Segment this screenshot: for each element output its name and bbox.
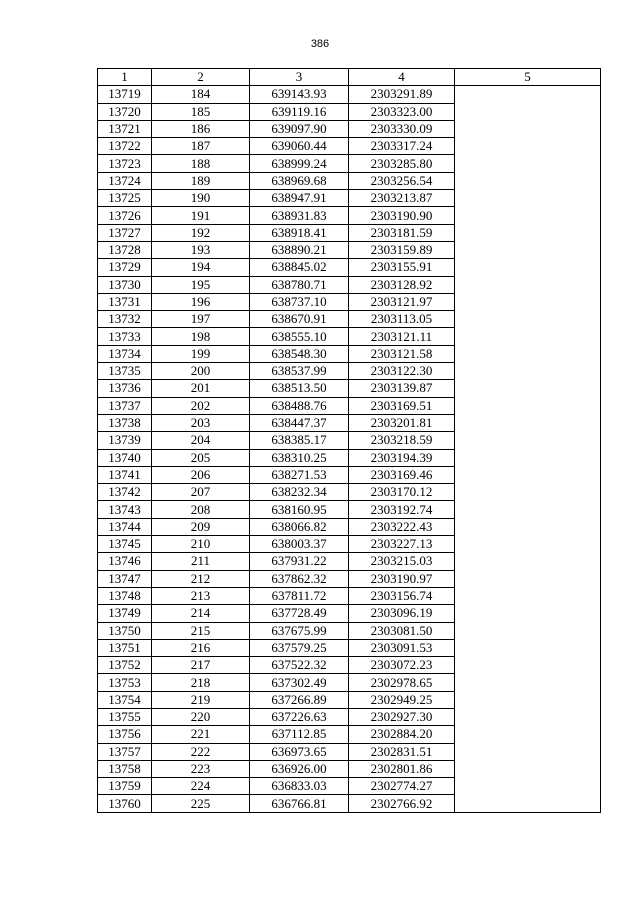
point-id-cell: 13725	[98, 190, 152, 207]
point-id-cell: 13727	[98, 224, 152, 241]
x-coordinate-cell: 637522.32	[250, 657, 349, 674]
table-row	[98, 311, 601, 328]
column-header-2: 2	[152, 69, 250, 86]
vertex-number-cell: 187	[152, 138, 250, 155]
column-5-cell	[455, 86, 601, 103]
y-coordinate-cell: 2303091.53	[349, 639, 455, 656]
x-coordinate-cell: 638931.83	[250, 207, 349, 224]
column-5-cell	[455, 224, 601, 241]
table-row	[98, 760, 601, 777]
x-coordinate-cell: 637266.89	[250, 691, 349, 708]
column-5-cell	[455, 691, 601, 708]
y-coordinate-cell: 2303194.39	[349, 449, 455, 466]
y-coordinate-cell: 2302884.20	[349, 726, 455, 743]
vertex-number-cell: 213	[152, 587, 250, 604]
x-coordinate-cell: 638947.91	[250, 190, 349, 207]
y-coordinate-cell: 2303170.12	[349, 484, 455, 501]
vertex-number-cell: 218	[152, 674, 250, 691]
vertex-number-cell: 220	[152, 708, 250, 725]
y-coordinate-cell: 2303096.19	[349, 605, 455, 622]
vertex-number-cell: 224	[152, 778, 250, 795]
x-coordinate-cell: 638780.71	[250, 276, 349, 293]
vertex-number-cell: 201	[152, 380, 250, 397]
x-coordinate-cell: 636926.00	[250, 760, 349, 777]
column-5-cell	[455, 570, 601, 587]
point-id-cell: 13752	[98, 657, 152, 674]
column-5-cell	[455, 501, 601, 518]
y-coordinate-cell: 2302831.51	[349, 743, 455, 760]
vertex-number-cell: 191	[152, 207, 250, 224]
vertex-number-cell: 188	[152, 155, 250, 172]
y-coordinate-cell: 2303218.59	[349, 432, 455, 449]
point-id-cell: 13749	[98, 605, 152, 622]
table-row	[98, 328, 601, 345]
y-coordinate-cell: 2303215.03	[349, 553, 455, 570]
vertex-number-cell: 193	[152, 241, 250, 258]
column-header-5: 5	[455, 69, 601, 86]
vertex-number-cell: 198	[152, 328, 250, 345]
x-coordinate-cell: 638160.95	[250, 501, 349, 518]
vertex-number-cell: 195	[152, 276, 250, 293]
point-id-cell: 13736	[98, 380, 152, 397]
column-header-3: 3	[250, 69, 349, 86]
vertex-number-cell: 194	[152, 259, 250, 276]
point-id-cell: 13741	[98, 466, 152, 483]
table-row	[98, 726, 601, 743]
point-id-cell: 13755	[98, 708, 152, 725]
y-coordinate-cell: 2303227.13	[349, 536, 455, 553]
x-coordinate-cell: 638447.37	[250, 414, 349, 431]
x-coordinate-cell: 638232.34	[250, 484, 349, 501]
table-row	[98, 449, 601, 466]
point-id-cell: 13735	[98, 363, 152, 380]
x-coordinate-cell: 638999.24	[250, 155, 349, 172]
column-5-cell	[455, 345, 601, 362]
vertex-number-cell: 211	[152, 553, 250, 570]
column-5-cell	[455, 449, 601, 466]
point-id-cell: 13726	[98, 207, 152, 224]
column-5-cell	[455, 743, 601, 760]
y-coordinate-cell: 2302949.25	[349, 691, 455, 708]
column-5-cell	[455, 795, 601, 812]
table-row	[98, 501, 601, 518]
vertex-number-cell: 186	[152, 120, 250, 137]
vertex-number-cell: 216	[152, 639, 250, 656]
table-row	[98, 397, 601, 414]
table-row	[98, 484, 601, 501]
column-5-cell	[455, 657, 601, 674]
table-row	[98, 605, 601, 622]
x-coordinate-cell: 638890.21	[250, 241, 349, 258]
point-id-cell: 13734	[98, 345, 152, 362]
y-coordinate-cell: 2303317.24	[349, 138, 455, 155]
vertex-number-cell: 206	[152, 466, 250, 483]
y-coordinate-cell: 2303256.54	[349, 172, 455, 189]
vertex-number-cell: 212	[152, 570, 250, 587]
x-coordinate-cell: 638385.17	[250, 432, 349, 449]
vertex-number-cell: 202	[152, 397, 250, 414]
table-row	[98, 795, 601, 812]
point-id-cell: 13737	[98, 397, 152, 414]
vertex-number-cell: 219	[152, 691, 250, 708]
point-id-cell: 13723	[98, 155, 152, 172]
point-id-cell: 13745	[98, 536, 152, 553]
table-row	[98, 138, 601, 155]
vertex-number-cell: 190	[152, 190, 250, 207]
x-coordinate-cell: 637862.32	[250, 570, 349, 587]
point-id-cell: 13742	[98, 484, 152, 501]
x-coordinate-cell: 637675.99	[250, 622, 349, 639]
table-row	[98, 536, 601, 553]
x-coordinate-cell: 638003.37	[250, 536, 349, 553]
point-id-cell: 13748	[98, 587, 152, 604]
point-id-cell: 13756	[98, 726, 152, 743]
vertex-number-cell: 197	[152, 311, 250, 328]
column-5-cell	[455, 190, 601, 207]
table-body	[98, 86, 601, 812]
y-coordinate-cell: 2303181.59	[349, 224, 455, 241]
x-coordinate-cell: 637302.49	[250, 674, 349, 691]
point-id-cell: 13739	[98, 432, 152, 449]
column-header-4: 4	[349, 69, 455, 86]
point-id-cell: 13719	[98, 86, 152, 103]
point-id-cell: 13743	[98, 501, 152, 518]
column-5-cell	[455, 397, 601, 414]
point-id-cell: 13720	[98, 103, 152, 120]
vertex-number-cell: 222	[152, 743, 250, 760]
x-coordinate-cell: 638066.82	[250, 518, 349, 535]
vertex-number-cell: 208	[152, 501, 250, 518]
y-coordinate-cell: 2303213.87	[349, 190, 455, 207]
vertex-number-cell: 203	[152, 414, 250, 431]
y-coordinate-cell: 2303291.89	[349, 86, 455, 103]
y-coordinate-cell: 2303159.89	[349, 241, 455, 258]
y-coordinate-cell: 2303169.46	[349, 466, 455, 483]
column-5-cell	[455, 466, 601, 483]
column-5-cell	[455, 518, 601, 535]
column-5-cell	[455, 311, 601, 328]
point-id-cell: 13724	[98, 172, 152, 189]
point-id-cell: 13753	[98, 674, 152, 691]
point-id-cell: 13744	[98, 518, 152, 535]
table-row	[98, 172, 601, 189]
table-row	[98, 241, 601, 258]
column-5-cell	[455, 760, 601, 777]
table-row	[98, 259, 601, 276]
table-row	[98, 587, 601, 604]
y-coordinate-cell: 2303081.50	[349, 622, 455, 639]
point-id-cell: 13759	[98, 778, 152, 795]
y-coordinate-cell: 2303285.80	[349, 155, 455, 172]
point-id-cell: 13754	[98, 691, 152, 708]
y-coordinate-cell: 2303169.51	[349, 397, 455, 414]
table-row	[98, 224, 601, 241]
point-id-cell: 13730	[98, 276, 152, 293]
y-coordinate-cell: 2303323.00	[349, 103, 455, 120]
y-coordinate-cell: 2303155.91	[349, 259, 455, 276]
x-coordinate-cell: 638918.41	[250, 224, 349, 241]
column-5-cell	[455, 708, 601, 725]
x-coordinate-cell: 638548.30	[250, 345, 349, 362]
x-coordinate-cell: 639060.44	[250, 138, 349, 155]
y-coordinate-cell: 2302927.30	[349, 708, 455, 725]
vertex-number-cell: 225	[152, 795, 250, 812]
vertex-number-cell: 209	[152, 518, 250, 535]
x-coordinate-cell: 638537.99	[250, 363, 349, 380]
table-row	[98, 103, 601, 120]
vertex-number-cell: 204	[152, 432, 250, 449]
table-row	[98, 414, 601, 431]
x-coordinate-cell: 637728.49	[250, 605, 349, 622]
column-5-cell	[455, 639, 601, 656]
column-5-cell	[455, 207, 601, 224]
column-5-cell	[455, 587, 601, 604]
table-row	[98, 207, 601, 224]
x-coordinate-cell: 639119.16	[250, 103, 349, 120]
column-5-cell	[455, 363, 601, 380]
x-coordinate-cell: 638555.10	[250, 328, 349, 345]
vertex-number-cell: 199	[152, 345, 250, 362]
table-row	[98, 674, 601, 691]
table-row	[98, 120, 601, 137]
column-5-cell	[455, 120, 601, 137]
table-header	[98, 69, 601, 86]
table-row	[98, 293, 601, 310]
column-5-cell	[455, 622, 601, 639]
column-5-cell	[455, 414, 601, 431]
point-id-cell: 13750	[98, 622, 152, 639]
column-5-cell	[455, 380, 601, 397]
point-id-cell: 13728	[98, 241, 152, 258]
y-coordinate-cell: 2302801.86	[349, 760, 455, 777]
y-coordinate-cell: 2303121.11	[349, 328, 455, 345]
column-5-cell	[455, 605, 601, 622]
header-row	[98, 69, 601, 86]
y-coordinate-cell: 2303192.74	[349, 501, 455, 518]
column-5-cell	[455, 276, 601, 293]
column-5-cell	[455, 674, 601, 691]
column-5-cell	[455, 553, 601, 570]
column-5-cell	[455, 155, 601, 172]
y-coordinate-cell: 2303330.09	[349, 120, 455, 137]
x-coordinate-cell: 637579.25	[250, 639, 349, 656]
y-coordinate-cell: 2302774.27	[349, 778, 455, 795]
column-5-cell	[455, 726, 601, 743]
y-coordinate-cell: 2303113.05	[349, 311, 455, 328]
point-id-cell: 13747	[98, 570, 152, 587]
column-5-cell	[455, 259, 601, 276]
x-coordinate-cell: 637931.22	[250, 553, 349, 570]
table-row	[98, 743, 601, 760]
vertex-number-cell: 207	[152, 484, 250, 501]
coordinates-table	[97, 68, 601, 813]
vertex-number-cell: 223	[152, 760, 250, 777]
point-id-cell: 13746	[98, 553, 152, 570]
table-row	[98, 276, 601, 293]
point-id-cell: 13757	[98, 743, 152, 760]
table-row	[98, 657, 601, 674]
y-coordinate-cell: 2303222.43	[349, 518, 455, 535]
table-row	[98, 518, 601, 535]
table-row	[98, 190, 601, 207]
x-coordinate-cell: 638513.50	[250, 380, 349, 397]
column-5-cell	[455, 103, 601, 120]
vertex-number-cell: 200	[152, 363, 250, 380]
table-row	[98, 86, 601, 103]
column-5-cell	[455, 328, 601, 345]
column-5-cell	[455, 484, 601, 501]
table-row	[98, 553, 601, 570]
x-coordinate-cell: 636833.03	[250, 778, 349, 795]
point-id-cell: 13760	[98, 795, 152, 812]
point-id-cell: 13733	[98, 328, 152, 345]
column-5-cell	[455, 536, 601, 553]
x-coordinate-cell: 638969.68	[250, 172, 349, 189]
y-coordinate-cell: 2303190.90	[349, 207, 455, 224]
x-coordinate-cell: 638488.76	[250, 397, 349, 414]
x-coordinate-cell: 636973.65	[250, 743, 349, 760]
x-coordinate-cell: 638271.53	[250, 466, 349, 483]
table-row	[98, 363, 601, 380]
vertex-number-cell: 215	[152, 622, 250, 639]
x-coordinate-cell: 638845.02	[250, 259, 349, 276]
table-row	[98, 691, 601, 708]
table-row	[98, 466, 601, 483]
point-id-cell: 13738	[98, 414, 152, 431]
column-header-1: 1	[98, 69, 152, 86]
point-id-cell: 13751	[98, 639, 152, 656]
x-coordinate-cell: 637112.85	[250, 726, 349, 743]
x-coordinate-cell: 639143.93	[250, 86, 349, 103]
point-id-cell: 13729	[98, 259, 152, 276]
column-5-cell	[455, 432, 601, 449]
y-coordinate-cell: 2303190.97	[349, 570, 455, 587]
y-coordinate-cell: 2303122.30	[349, 363, 455, 380]
vertex-number-cell: 205	[152, 449, 250, 466]
x-coordinate-cell: 639097.90	[250, 120, 349, 137]
table-row	[98, 778, 601, 795]
table-row	[98, 345, 601, 362]
point-id-cell: 13740	[98, 449, 152, 466]
y-coordinate-cell: 2302766.92	[349, 795, 455, 812]
y-coordinate-cell: 2303121.58	[349, 345, 455, 362]
column-5-cell	[455, 138, 601, 155]
x-coordinate-cell: 638670.91	[250, 311, 349, 328]
vertex-number-cell: 217	[152, 657, 250, 674]
vertex-number-cell: 196	[152, 293, 250, 310]
vertex-number-cell: 189	[152, 172, 250, 189]
table-row	[98, 570, 601, 587]
point-id-cell: 13758	[98, 760, 152, 777]
table-row	[98, 708, 601, 725]
y-coordinate-cell: 2303201.81	[349, 414, 455, 431]
x-coordinate-cell: 636766.81	[250, 795, 349, 812]
vertex-number-cell: 192	[152, 224, 250, 241]
page-number: 386	[310, 38, 330, 50]
x-coordinate-cell: 638310.25	[250, 449, 349, 466]
y-coordinate-cell: 2303139.87	[349, 380, 455, 397]
table-row	[98, 639, 601, 656]
column-5-cell	[455, 172, 601, 189]
table-row	[98, 155, 601, 172]
column-5-cell	[455, 778, 601, 795]
point-id-cell: 13732	[98, 311, 152, 328]
vertex-number-cell: 184	[152, 86, 250, 103]
y-coordinate-cell: 2303128.92	[349, 276, 455, 293]
vertex-number-cell: 185	[152, 103, 250, 120]
table-row	[98, 432, 601, 449]
column-5-cell	[455, 293, 601, 310]
column-5-cell	[455, 241, 601, 258]
point-id-cell: 13731	[98, 293, 152, 310]
table-row	[98, 380, 601, 397]
point-id-cell: 13721	[98, 120, 152, 137]
x-coordinate-cell: 637811.72	[250, 587, 349, 604]
y-coordinate-cell: 2303072.23	[349, 657, 455, 674]
x-coordinate-cell: 637226.63	[250, 708, 349, 725]
table-row	[98, 622, 601, 639]
point-id-cell: 13722	[98, 138, 152, 155]
y-coordinate-cell: 2303156.74	[349, 587, 455, 604]
vertex-number-cell: 210	[152, 536, 250, 553]
vertex-number-cell: 221	[152, 726, 250, 743]
vertex-number-cell: 214	[152, 605, 250, 622]
y-coordinate-cell: 2303121.97	[349, 293, 455, 310]
x-coordinate-cell: 638737.10	[250, 293, 349, 310]
y-coordinate-cell: 2302978.65	[349, 674, 455, 691]
